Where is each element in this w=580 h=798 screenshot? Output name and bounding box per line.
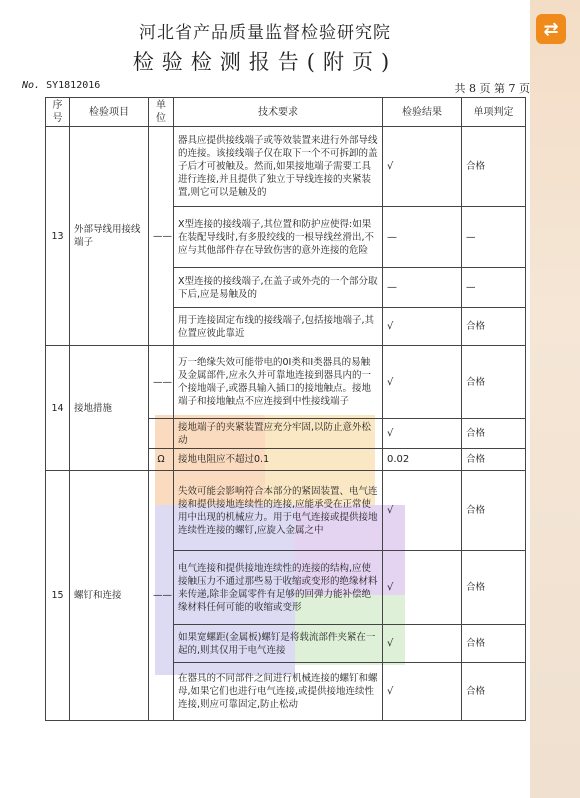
page-indicator: 共 8 页 第 7 页 xyxy=(454,82,530,95)
result-value: √ xyxy=(383,308,462,346)
item-unit: —— xyxy=(149,346,174,419)
requirement-text: X型连接的接线端子,在盖子或外壳的一个部分取下后,应是易触及的 xyxy=(174,268,383,308)
report-number xyxy=(22,80,100,96)
requirement-text: 接地端子的夹紧装置应充分牢固,以防止意外松动 xyxy=(174,419,383,449)
judgement-value: 合格 xyxy=(462,663,526,721)
col-header-judgement: 单项判定 xyxy=(462,98,526,127)
report-number-value: SY1812016 xyxy=(46,80,101,91)
requirement-text: X型连接的接线端子,其位置和防护应使得:如果在装配导线时,有多股绞线的一根导线丝滑出,不应与其他部件存在导致伤害的意外连接的危险 xyxy=(174,207,383,268)
item-unit: Ω xyxy=(149,449,174,471)
report-meta xyxy=(22,80,530,96)
requirement-text: 如果宽螺距(金属板)螺钉是将载流部件夹紧在一起的,则其仅用于电气连接 xyxy=(174,625,383,663)
requirement-text: 电气连接和提供接地连续性的连接的结构,应使接触压力不通过那些易于收缩或变形的绝缘材料来传递,除非金属零件有足够的回弹力能补偿绝缘材料任何可能的收缩或变形 xyxy=(174,551,383,625)
item-name: 外部导线用接线端子 xyxy=(70,127,149,346)
item-unit: —— xyxy=(149,471,174,721)
inspection-table xyxy=(45,97,526,721)
result-value: — xyxy=(383,207,462,268)
result-value: √ xyxy=(383,127,462,207)
item-unit xyxy=(149,419,174,449)
requirement-text: 万一绝缘失效可能带电的0Ⅰ类和Ⅰ类器具的易触及金属部件,应永久并可靠地连接到器具内的一个接地端子,或器具输入插口的接地触点。接地端子和接地触点不应连接到中性接线端子 xyxy=(174,346,383,419)
institute-name: 河北省产品质量监督检验研究院 xyxy=(139,23,391,43)
item-name: 接地措施 xyxy=(70,346,149,471)
result-value: — xyxy=(383,268,462,308)
report-title: 检验检测报告(附页) xyxy=(132,50,398,74)
item-number: 15 xyxy=(46,471,70,721)
col-header-unit: 单位 xyxy=(149,98,174,127)
table-row xyxy=(46,127,526,207)
report-number-label: No. xyxy=(22,80,41,91)
result-value: √ xyxy=(383,346,462,419)
document-edge-strip xyxy=(530,0,580,798)
judgement-value: 合格 xyxy=(462,625,526,663)
item-unit: —— xyxy=(149,127,174,346)
result-value: √ xyxy=(383,663,462,721)
judgement-value: 合格 xyxy=(462,471,526,551)
judgement-value: 合格 xyxy=(462,419,526,449)
result-value: √ xyxy=(383,551,462,625)
judgement-value: — xyxy=(462,207,526,268)
requirement-text: 失效可能会影响符合本部分的紧固装置、电气连接和提供接地连续性的连接,应能承受在正常使用中出现的机械应力。用于电气连接或提供接地连续性连接的螺钉,应旋入金属之中 xyxy=(174,471,383,551)
judgement-value: 合格 xyxy=(462,308,526,346)
col-header-no: 序号 xyxy=(46,98,70,127)
judgement-value: 合格 xyxy=(462,449,526,471)
table-row xyxy=(46,346,526,419)
col-header-item: 检验项目 xyxy=(70,98,149,127)
judgement-value: 合格 xyxy=(462,346,526,419)
result-value: √ xyxy=(383,471,462,551)
col-header-result: 检验结果 xyxy=(383,98,462,127)
requirement-text: 接地电阻应不超过0.1 xyxy=(174,449,383,471)
result-value: 0.02 xyxy=(383,449,462,471)
item-number: 14 xyxy=(46,346,70,471)
requirement-text: 用于连接固定布线的接线端子,包括接地端子,其位置应彼此靠近 xyxy=(174,308,383,346)
judgement-value: 合格 xyxy=(462,127,526,207)
judgement-value: — xyxy=(462,268,526,308)
result-value: √ xyxy=(383,625,462,663)
requirement-text: 在器具的不同部件之间进行机械连接的螺钉和螺母,如果它们也进行电气连接,或提供接地连续性连接,则应可靠固定,防止松动 xyxy=(174,663,383,721)
requirement-text: 器具应提供接线端子或等效装置来进行外部导线的连接。该接线端子仅在取下一个不可拆卸的盖子后才可被触及。然而,如果接地端子需要工具进行连接,并且提供了独立于导线连接的夹紧装置,则它可以是触及的 xyxy=(174,127,383,207)
table-header-row xyxy=(46,98,526,127)
item-name: 螺钉和连接 xyxy=(70,471,149,721)
col-header-requirement: 技术要求 xyxy=(174,98,383,127)
table-row xyxy=(46,471,526,551)
result-value: √ xyxy=(383,419,462,449)
institute-logo-icon: ⇄ xyxy=(536,14,566,44)
judgement-value: 合格 xyxy=(462,551,526,625)
item-number: 13 xyxy=(46,127,70,346)
